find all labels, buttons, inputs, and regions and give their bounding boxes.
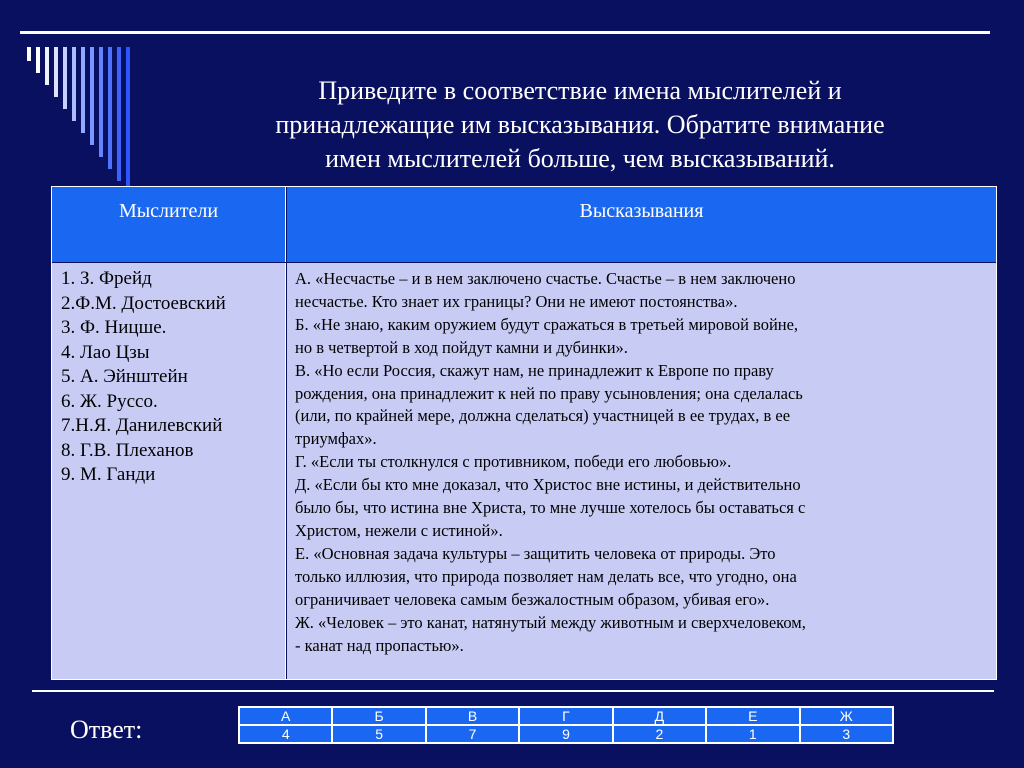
thinker-item: 9. М. Ганди	[61, 464, 156, 485]
top-divider	[20, 31, 990, 34]
thinkers-list	[52, 263, 286, 679]
thinker-item: 6. Ж. Руссо.	[61, 390, 158, 412]
thinker-item: 1. З. Фрейд	[61, 268, 152, 289]
decor-bar	[63, 47, 67, 109]
quote-line: В. «Но если Россия, скажут нам, не принадлежит к Европе по праву	[295, 360, 774, 380]
answer-letter: А	[239, 707, 332, 725]
answer-number: 4	[239, 725, 332, 743]
answer-number: 1	[706, 725, 799, 743]
answer-letter: Д	[613, 707, 706, 725]
title-line: имен мыслителей больше, чем высказываний.	[325, 144, 835, 173]
quote-line: рождения, она принадлежит к ней по праву усыновления; она сделалась	[295, 383, 803, 403]
answer-table	[238, 706, 894, 744]
quote-line: было бы, что истина вне Христа, то мне лучше хотелось бы оставаться с	[295, 498, 806, 518]
quote-line: Д. «Если бы кто мне доказал, что Христос вне истины, и действительно	[295, 475, 801, 495]
thinker-item: 2.Ф.М. Достоевский	[61, 292, 226, 314]
quote-line: Б. «Не знаю, каким оружием будут сражаться в третьей мировой войне,	[295, 314, 799, 334]
answer-letter: Г	[519, 707, 612, 725]
quote-line: - канат над пропастью».	[295, 635, 464, 655]
title-line: Приведите в соответствие имена мыслителей и	[318, 76, 842, 105]
answer-letter: Е	[706, 707, 799, 725]
quote-line: ограничивает человека самым безжалостным образом, убивая его».	[295, 589, 770, 609]
quotes-list	[287, 263, 996, 679]
answer-letter: Б	[332, 707, 425, 725]
quote-line: Христом, нежели с истиной».	[295, 520, 503, 540]
decor-bar	[126, 47, 130, 193]
answer-letter: В	[426, 707, 519, 725]
slide-title	[150, 74, 1010, 176]
decor-bar	[27, 47, 31, 61]
answer-number: 5	[332, 725, 425, 743]
thinker-item: 3. Ф. Ницше.	[61, 317, 167, 338]
matching-table	[51, 186, 997, 680]
decor-bar	[54, 47, 58, 97]
thinker-item: 4. Лао Цзы	[61, 341, 150, 363]
header-quotes: Высказывания	[287, 187, 996, 262]
answer-number: 2	[613, 725, 706, 743]
answer-letter: Ж	[800, 707, 893, 725]
quote-line: но в четвертой в ход пойдут камни и дубинки».	[295, 337, 628, 357]
answer-number: 3	[800, 725, 893, 743]
quote-line: несчастье. Кто знает их границы? Они не имеют постоянства».	[295, 291, 738, 311]
header-thinkers: Мыслители	[52, 187, 286, 262]
quote-line: (или, по крайней мере, должна сделаться) участницей в ее трудах, в ее	[295, 406, 791, 426]
answer-label: Ответ:	[70, 715, 143, 744]
decor-bar	[108, 47, 112, 169]
decor-bar	[81, 47, 85, 133]
thinker-item: 5. А. Эйнштейн	[61, 366, 188, 387]
answer-number: 9	[519, 725, 612, 743]
decor-bar	[90, 47, 94, 145]
answer-number: 7	[426, 725, 519, 743]
answer-letters-row	[239, 707, 893, 725]
decor-bar	[72, 47, 76, 121]
decor-bar	[117, 47, 121, 181]
thinker-item: 7.Н.Я. Данилевский	[61, 415, 223, 436]
decor-bar	[36, 47, 40, 73]
title-line: принадлежащие им высказывания. Обратите внимание	[275, 110, 885, 139]
quote-line: А. «Несчастье – и в нем заключено счастье. Счастье – в нем заключено	[295, 269, 796, 288]
quote-line: Е. «Основная задача культуры – защитить человека от природы. Это	[295, 543, 776, 563]
quote-line: Ж. «Человек – это канат, натянутый между животным и сверхчеловеком,	[295, 612, 806, 632]
decor-bar	[45, 47, 49, 85]
bottom-divider	[32, 690, 994, 692]
quote-line: триумфах».	[295, 429, 377, 449]
quote-line: только иллюзия, что природа позволяет нам делать все, что угодно, она	[295, 566, 797, 586]
decor-bar	[99, 47, 103, 157]
quote-line: Г. «Если ты столкнулся с противником, победи его любовью».	[295, 452, 732, 472]
answer-numbers-row	[239, 725, 893, 743]
thinker-item: 8. Г.В. Плеханов	[61, 439, 194, 461]
